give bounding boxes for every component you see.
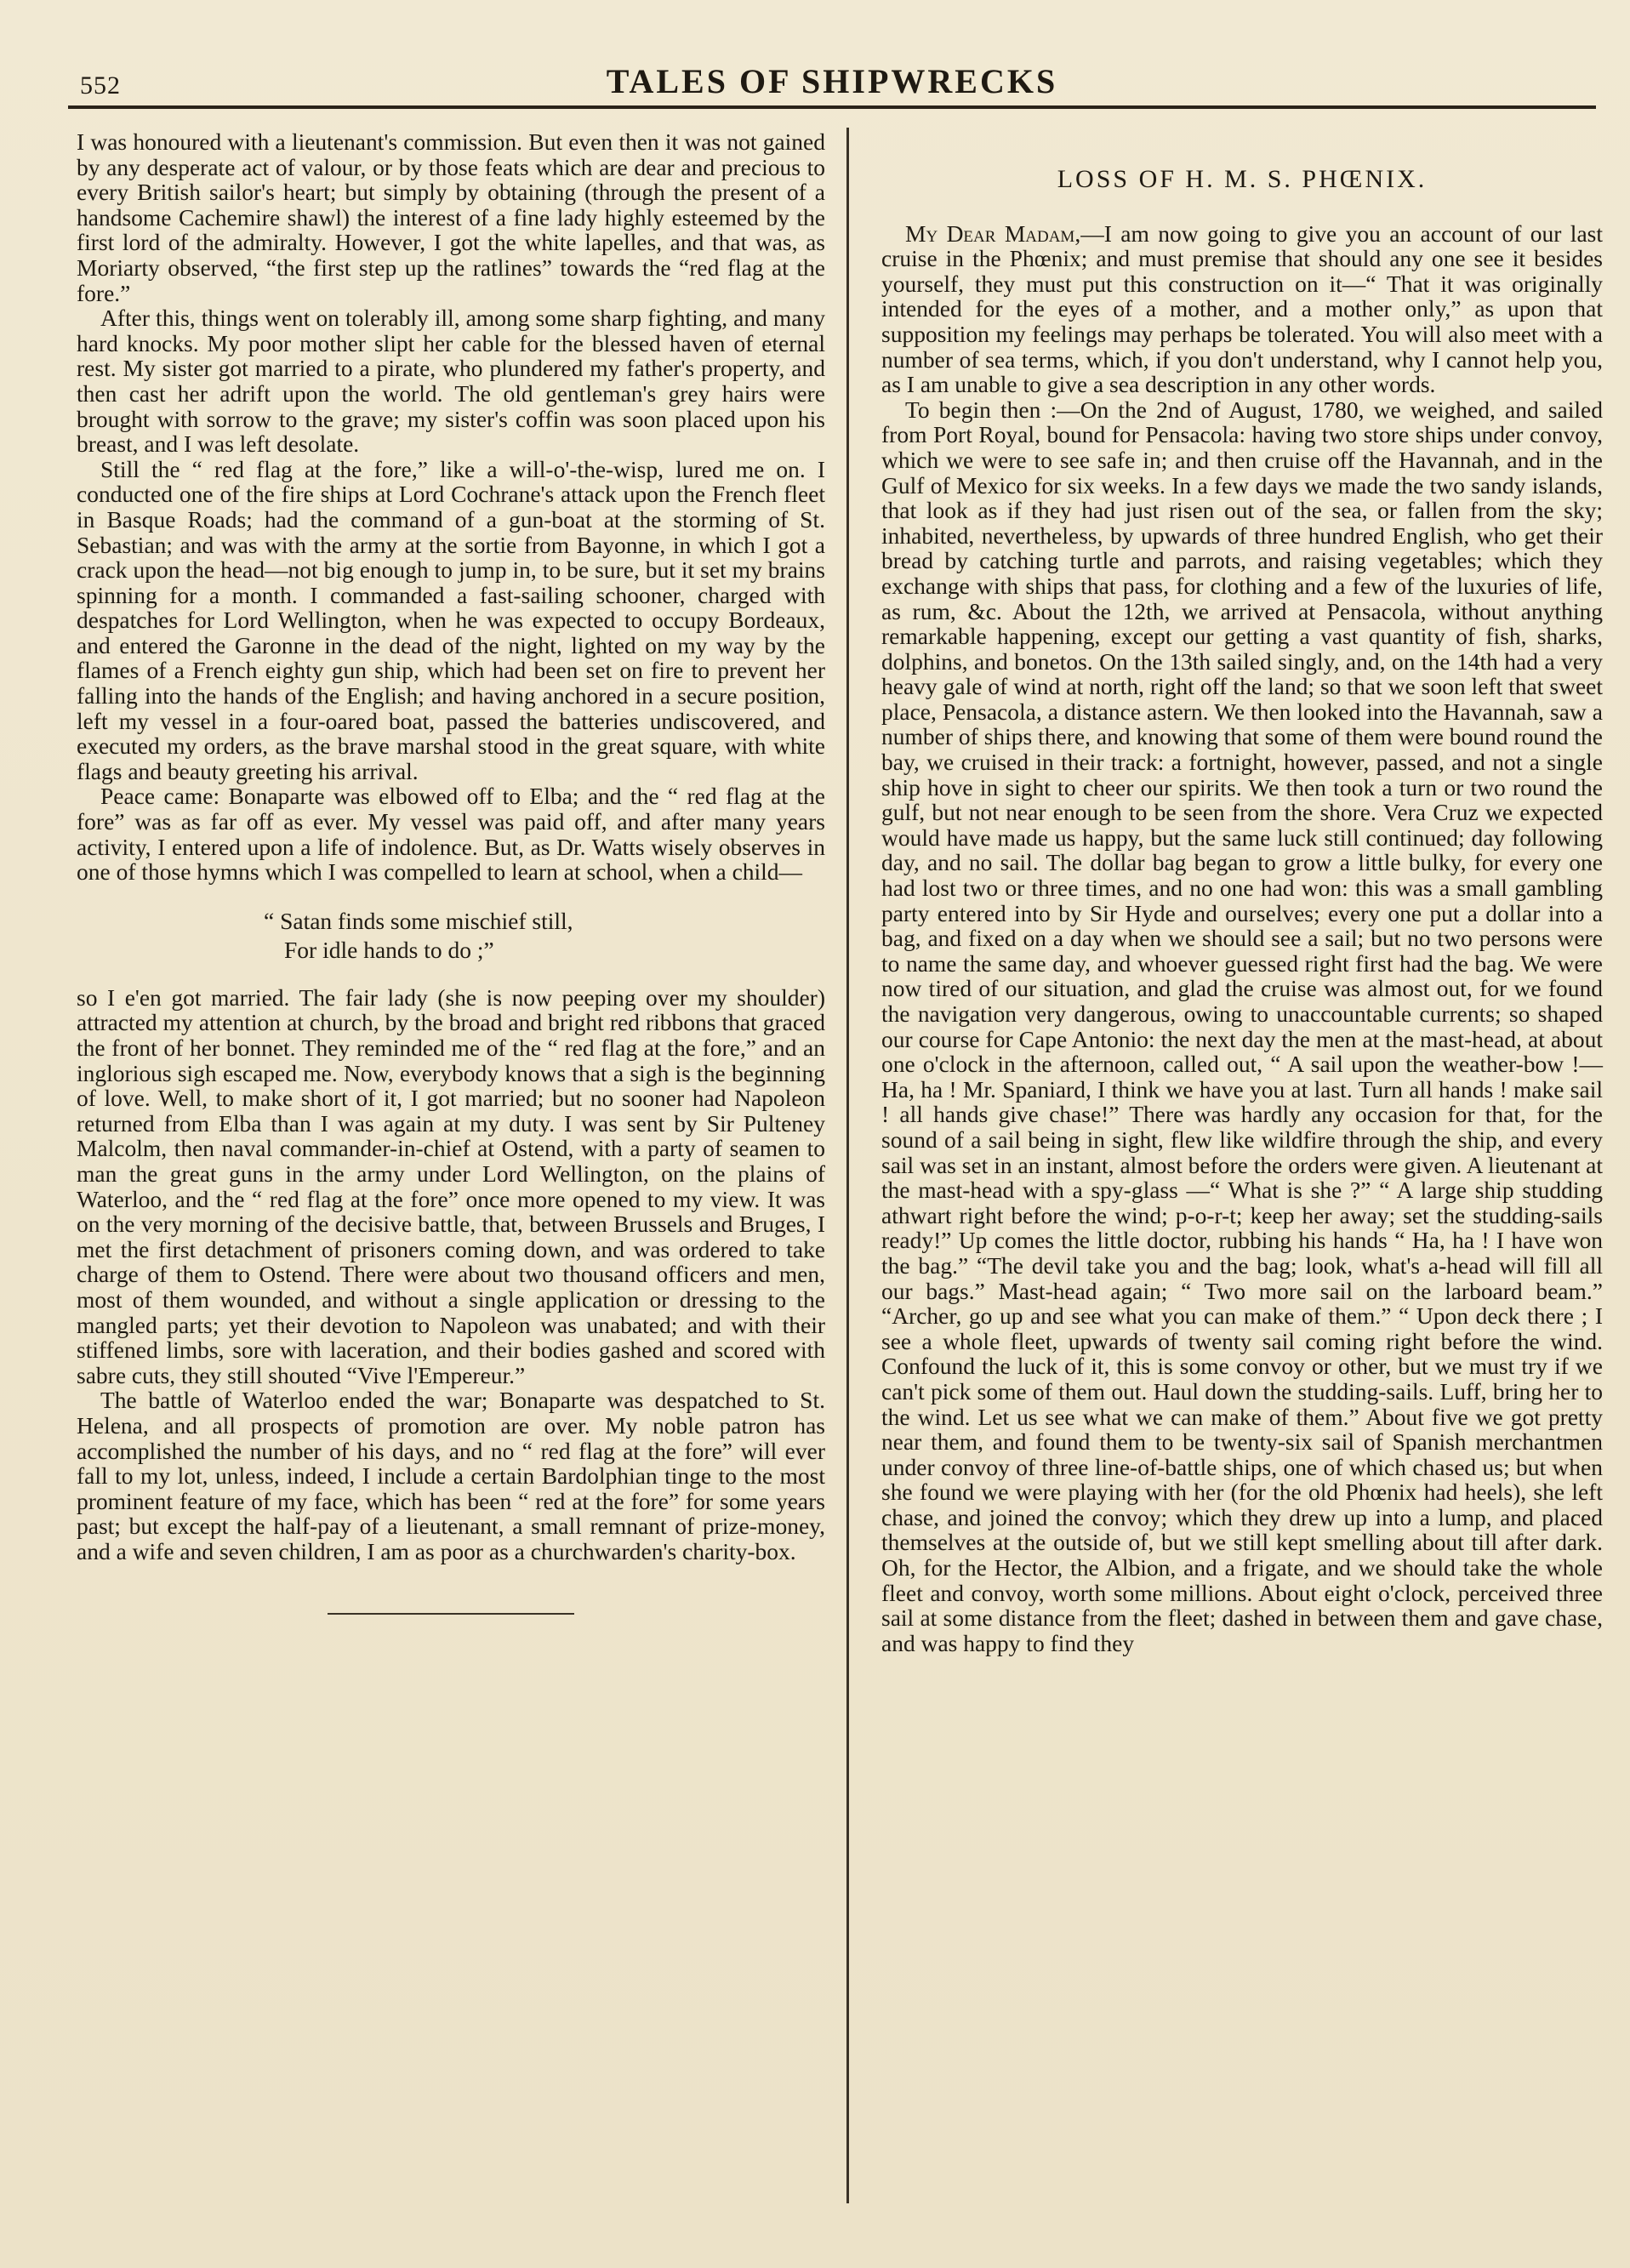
paragraph: Peace came: Bonaparte was elbowed off to Elba; and the “ red flag at the fore” was as far off as ever. My vessel was paid off, and after many years activity, I entered upon a life of indolence. But, as Dr. Watts wisely observes in one of those hymns which I was compelled to learn at school, when a child— — [77, 783, 825, 886]
paragraph: After this, things went on tolerably ill, among some sharp fighting, and many hard knocks. My poor mother slipt her cable for the blessed haven of eternal rest. My sister got married to a pirate, who plundered my father's property, and then cast her adrift upon the world. The old gentleman's grey hairs were brought with sorrow to the grave; my sister's coffin was soon placed upon his breast, and I was left desolate. — [77, 305, 825, 458]
verse-line: “ Satan finds some mischief still, — [264, 907, 573, 934]
left-column — [77, 129, 825, 1615]
section-end-rule — [328, 1613, 574, 1615]
paragraph: I was honoured with a lieutenant's commission. But even then it was not gained by any desperate act of valour, or by those feats which are dear and precious to every British sailor's heart; but simply by obtaining (through the present of a handsome Cachemire shawl) the interest of a fine lady highly esteemed by the first lord of the admiralty. However, I got the white lapelles, and that was, as Moriarty observed, “the first step up the ratlines” towards the “red flag at the fore.” — [77, 128, 825, 306]
verse-quote — [77, 907, 825, 965]
paragraph-text: —I am now going to give you an account of our last cruise in the Phœnix; and must premise that should any one see it besides yourself, they must put this construction on it—“ That it was originally intended for the eyes of a mother, and a mother only,” as upon that supposition my feelings may perhaps be tolerated. You will also meet with a number of sea terms, which, if you don't understand, why I cannot help you, as I am unable to give a sea description in any other words. — [881, 219, 1604, 398]
paragraph — [881, 221, 1603, 397]
salutation: My Dear Madam, — [905, 219, 1081, 247]
right-column — [881, 129, 1603, 1655]
page-number: 552 — [80, 71, 121, 100]
paragraph: To begin then :—On the 2nd of August, 1780, we weighed, and sailed from Port Royal, bound for Pensacola: having two store ships under convoy, which we were to see safe in; and then cruise off the Havannah, and in the Gulf of Mexico for six weeks. In a few days we made the two sandy islands, that look as if they had just risen out of the sea, or fallen from the sky; inhabited, nevertheless, by upwards of three hundred English, who get their bread by catching turtle and parrots, and raising vegetables; which they exchange with ships that pass, for clothing and a few of the luxuries of life, as rum, &c. About the 12th, we arrived at Pensacola, without anything remarkable happening, except our getting a vast quantity of fish, sharks, dolphins, and bonetos. On the 13th sailed singly, and, on the 14th had a very heavy gale of wind at north, right off the land; so that we soon left that sweet place, Pensacola, a distance astern. We then looked into the Havannah, saw a number of ships there, and knowing that some of them were bound round the bay, we cruised in their track: a fortnight, however, passed, and not a single ship hove in sight to cheer our spirits. We then took a turn or two round the gulf, but not near enough to be seen from the shore. Vera Cruz we expected would have made us happy, but the same luck still continued; day following day, and no sail. The dollar bag began to grow a little bulky, for every one had lost two or three times, and no one had won: this was a small gambling party entered into by Sir Hyde and ourselves; every one put a dollar into a bag, and fixed on a day when we should see a sail; but no two persons were to name the same day, and whoever guessed right first had the bag. We were now tired of our situation, and glad the cruise was almost out, for we found the navigation very dangerous, owing to unaccountable currents; so shaped our course for Cape Antonio: the next day the men at the mast-head, at about one o'clock in the afternoon, called out, “ A sail upon the weather-bow !—Ha, ha ! Mr. Spaniard, I think we have you at last. Turn all hands ! make sail ! all hands give chase!” There was hardly any occasion for that, for the sound of a sail being in sight, flew like wildfire through the ship, and every sail was set in an instant, almost before the orders were given. A lieutenant at the mast-head with a spy-glass —“ What is she ?” “ A large ship studding athwart right before the wind; p-o-r-t; keep her away; set the studding-sails ready!” Up comes the little doctor, rubbing his hands “ Ha, ha ! I have won the bag.” “The devil take you and the bag; look, what's a-head will fill all our bags.” Mast-head again; “ Two more sail on the larboard beam.” “Archer, go up and see what you can make of them.” “ Upon deck there ; I see a whole fleet, upwards of twenty sail coming right before the wind. Confound the luck of it, this is some convoy or other, but we must try if we can't pick some of them out. Haul down the studding-sails. Luff, bring her to the wind. Let us see what we can make of them.” About five we got pretty near them, and found them to be twenty-six sail of Spanish merchantmen under convoy of three line-of-battle ships, one of which chased us; but when she found we were playing with her (for the old Phœnix had heels), she left chase, and joined the convoy; which they drew up into a lump, and placed themselves at the outside of, but we still kept smelling about till after dark. Oh, for the Hector, the Albion, and a frigate, and we should take the whole fleet and convoy, worth some millions. About eight o'clock, perceived three sail at some distance from the fleet; dashed in between them and gave chase, and was happy to find they — [881, 396, 1603, 1656]
header-rule — [68, 105, 1596, 109]
column-divider — [846, 128, 849, 2203]
running-title: TALES OF SHIPWRECKS — [606, 62, 1058, 100]
page-header — [68, 54, 1596, 114]
article-title: LOSS OF H. M. S. PHŒNIX. — [1057, 165, 1428, 193]
verse-line: For idle hands to do ;” — [284, 936, 494, 963]
paragraph: Still the “ red flag at the fore,” like a will-o'-the-wisp, lured me on. I conducted one of the fire ships at Lord Cochrane's attack upon the French fleet in Basque Roads; had the command of a gun-boat at the storming of St. Sebastian; and was with the army at the sortie from Bayonne, in which I got a crack upon the head—not big enough to jump in, to be sure, but it set my brains spinning for a month. I commanded a fast-sailing schooner, charged with despatches for Lord Wellington, when he was expected to occupy Bordeaux, and entered the Garonne in the dead of the night, lighted on my way by the flames of a French eighty gun ship, which had been set on fire to prevent her falling into the hands of the English; and having anchored in a secure position, left my vessel in a four-oared boat, passed the batteries undiscovered, and executed my orders, as the brave marshal stood in the great square, with white flags and beauty greeting his arrival. — [77, 455, 825, 784]
paragraph: The battle of Waterloo ended the war; Bonaparte was despatched to St. Helena, and all prospects of promotion are over. My noble patron has accomplished the number of his days, and no “ red flag at the fore” will ever fall to my lot, unless, indeed, I include a certain Bardolphian tinge to the most prominent feature of my face, which has been “ red at the fore” for some years past; but except the half-pay of a lieutenant, a small remnant of prize-money, and a wife and seven children, I am as poor as a churchwarden's charity-box. — [77, 1387, 825, 1564]
paragraph: so I e'en got married. The fair lady (she is now peeping over my shoulder) attracted my attention at church, by the broad and bright red ribbons that graced the front of her bonnet. They reminded me of the “ red flag at the fore,” and an inglorious sigh escaped me. Now, everybody knows that a sigh is the beginning of love. Well, to make short of it, I got married; but no sooner had Napoleon returned from Elba than I was again at my duty. I was sent by Sir Pulteney Malcolm, then naval commander-in-chief at Ostend, with a party of seamen to man the great guns in the army under Lord Wellington, on the plains of Waterloo, and the “ red flag at the fore” once more opened to my view. It was on the very morning of the decisive battle, that, between Brussels and Bruges, I met the first detachment of prisoners coming down, and was ordered to take charge of them to Ostend. There were about two thousand officers and men, most of them wounded, and without a single application or dressing to the mangled parts; yet their devotion to Napoleon was unabated; and with their stiffened limbs, sore with laceration, and their bodies gashed and scored with sabre cuts, they still shouted “Vive l'Empereur.” — [77, 983, 825, 1388]
